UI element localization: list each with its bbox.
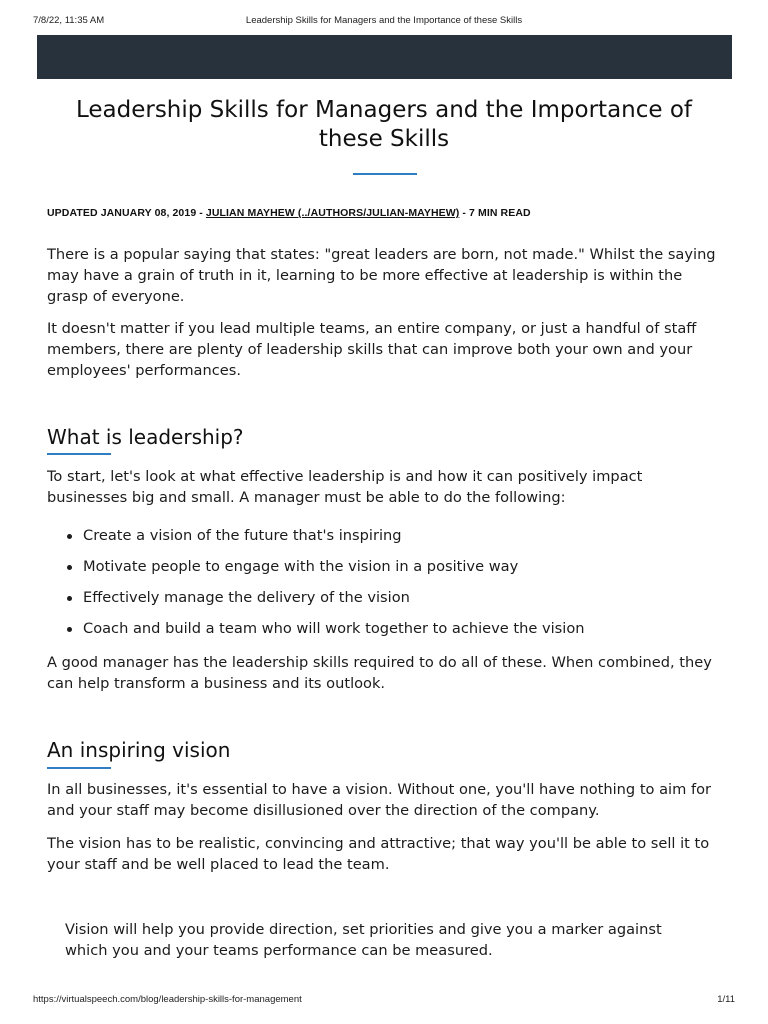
section2-paragraph-1: In all businesses, it's essential to have a vision. Without one, you'll have nothing to aim for and your staff may become disillusioned over the direction of the company. xyxy=(47,781,712,819)
print-footer xyxy=(33,994,735,1008)
vision-callout-quote: Vision will help you provide direction, set priorities and give you a marker against which you and your teams performance can be measured. xyxy=(65,921,662,959)
print-datetime: 7/8/22, 11:35 AM xyxy=(33,15,105,26)
byline-read-time: - 7 MIN READ xyxy=(462,207,531,219)
print-header xyxy=(33,15,735,29)
section-heading-what-is-leadership: What is leadership? xyxy=(47,425,244,449)
bullet-icon xyxy=(67,534,72,539)
title-underline xyxy=(353,173,417,175)
section1-closing-paragraph: A good manager has the leadership skills required to do all of these. When combined, they can help transform a business and its outlook. xyxy=(47,654,712,692)
byline xyxy=(47,207,531,219)
bullet-icon xyxy=(67,627,72,632)
author-link[interactable]: JULIAN MAYHEW (../AUTHORS/JULIAN-MAYHEW) xyxy=(205,207,460,219)
article-title xyxy=(40,96,728,154)
bullet-icon xyxy=(67,565,72,570)
section1-lead-paragraph: To start, let's look at what effective leadership is and how it can positively impact businesses big and small. A manager must be able to do the following: xyxy=(47,468,643,506)
article-title-line-2: these Skills xyxy=(318,126,450,152)
print-page-title: Leadership Skills for Managers and the Importance of these Skills xyxy=(245,15,523,26)
article-title-line-1: Leadership Skills for Managers and the Importance of xyxy=(75,97,693,123)
byline-updated: UPDATED JANUARY 08, 2019 - xyxy=(47,207,203,219)
print-footer-url: https://virtualspeech.com/blog/leadership-skills-for-management xyxy=(33,994,302,1005)
intro-paragraph-2: It doesn't matter if you lead multiple teams, an entire company, or just a handful of staff members, there are plenty of leadership skills that can improve both your own and your employees' performances. xyxy=(47,320,697,379)
section-heading-underline xyxy=(47,767,111,769)
bullet-icon xyxy=(67,596,72,601)
section2-paragraph-2: The vision has to be realistic, convincing and attractive; that way you'll be able to sell it to your staff and be well placed to lead the team. xyxy=(47,835,710,873)
intro-paragraph-1: There is a popular saying that states: "great leaders are born, not made." Whilst the saying may have a grain of truth in it, learning to be more effective at leadership is within the grasp of everyone. xyxy=(47,246,716,305)
site-header-bar xyxy=(37,35,732,79)
page-number: 1/11 xyxy=(717,994,735,1005)
section-heading-underline xyxy=(47,453,111,455)
section-heading-inspiring-vision: An inspiring vision xyxy=(47,738,231,762)
